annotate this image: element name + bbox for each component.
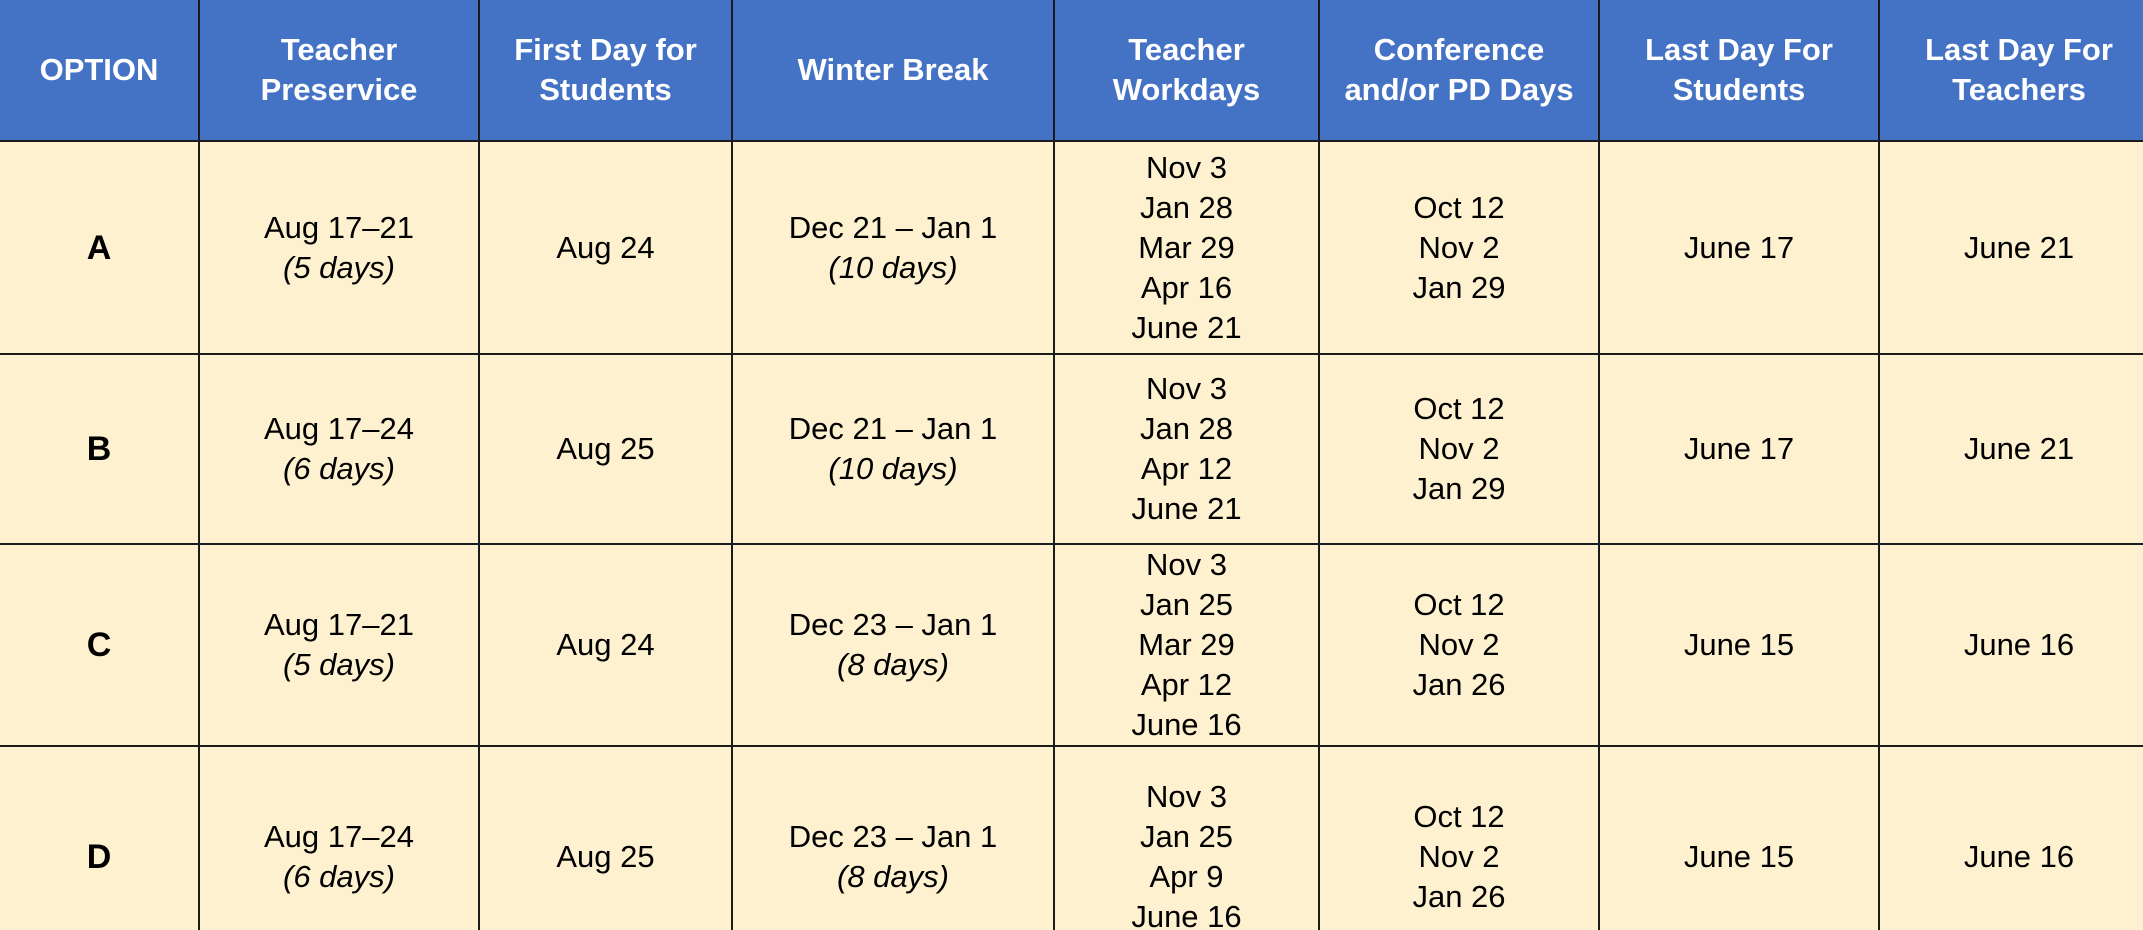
workday-date: Apr 16 — [1140, 269, 1233, 305]
header-teacher-preservice-line2: Preservice — [260, 72, 418, 107]
header-last-day-teachers-line1: Last Day For — [1925, 32, 2113, 67]
winter-break-dates: Dec 23 – Jan 1 — [788, 819, 998, 854]
workdays-cell — [1054, 746, 1319, 930]
header-first-day-students — [479, 0, 732, 141]
header-conference-pd-days-line2: and/or PD Days — [1344, 72, 1574, 107]
pd-day-date: Jan 26 — [1412, 879, 1506, 914]
winter-break-dates: Dec 23 – Jan 1 — [788, 607, 998, 642]
workday-date: Apr 12 — [1140, 667, 1233, 702]
last-day-teachers-cell: June 16 — [1879, 746, 2143, 930]
header-last-day-students-line1: Last Day For — [1645, 32, 1833, 67]
preservice-cell — [199, 544, 479, 746]
pd-days-cell — [1319, 746, 1599, 930]
header-last-day-students-line2: Students — [1672, 72, 1806, 107]
workdays-cell — [1054, 354, 1319, 544]
option-cell: A — [0, 141, 199, 354]
header-first-day-students-line1: First Day for — [514, 32, 697, 67]
winter-break-dates: Dec 21 – Jan 1 — [788, 209, 998, 245]
header-option — [0, 0, 199, 141]
workday-date: Nov 3 — [1146, 779, 1227, 814]
workday-date: June 16 — [1131, 899, 1242, 930]
pd-day-date: Oct 12 — [1413, 799, 1505, 834]
workday-date: Jan 25 — [1139, 587, 1234, 622]
header-teacher-workdays — [1054, 0, 1319, 141]
workday-date: June 21 — [1131, 309, 1242, 345]
pd-day-date: Nov 2 — [1418, 431, 1500, 466]
preservice-dates: Aug 17–24 — [264, 411, 414, 446]
last-day-students-cell: June 15 — [1599, 746, 1879, 930]
preservice-days: (5 days) — [283, 647, 395, 682]
header-option-label: OPTION — [39, 52, 159, 87]
preservice-days: (6 days) — [283, 859, 395, 894]
table-row-option-b — [0, 354, 2143, 544]
last-day-teachers-cell: June 16 — [1879, 544, 2143, 746]
header-last-day-students — [1599, 0, 1879, 141]
preservice-dates: Aug 17–21 — [264, 209, 414, 245]
preservice-cell — [199, 141, 479, 354]
workday-date: Jan 28 — [1139, 411, 1234, 446]
workday-date: Nov 3 — [1146, 149, 1227, 185]
last-day-teachers-cell: June 21 — [1879, 141, 2143, 354]
last-day-teachers-cell: June 21 — [1879, 354, 2143, 544]
first-day-cell: Aug 24 — [479, 141, 732, 354]
table-row-option-a — [0, 141, 2143, 354]
winter-break-days: (10 days) — [828, 249, 958, 285]
first-day-cell: Aug 24 — [479, 544, 732, 746]
header-row — [0, 0, 2143, 141]
winter-break-dates: Dec 21 – Jan 1 — [788, 411, 998, 446]
header-teacher-workdays-line1: Teacher — [1128, 32, 1245, 67]
workday-date: June 16 — [1131, 707, 1242, 742]
workday-date: Nov 3 — [1146, 547, 1227, 582]
option-cell: B — [0, 354, 199, 544]
workday-date: Nov 3 — [1146, 371, 1227, 406]
table-row-option-c — [0, 544, 2143, 746]
pd-day-date: Oct 12 — [1413, 391, 1505, 426]
workday-date: June 21 — [1131, 491, 1242, 526]
winter-break-days: (10 days) — [828, 451, 958, 486]
winter-break-days: (8 days) — [837, 647, 949, 682]
header-last-day-teachers — [1879, 0, 2143, 141]
winter-break-cell — [732, 141, 1054, 354]
workdays-cell — [1054, 544, 1319, 746]
header-teacher-workdays-line2: Workdays — [1112, 72, 1261, 107]
last-day-students-cell: June 17 — [1599, 141, 1879, 354]
pd-days-cell — [1319, 544, 1599, 746]
workday-date: Jan 25 — [1139, 819, 1234, 854]
pd-day-date: Oct 12 — [1413, 587, 1505, 622]
pd-days-cell — [1319, 141, 1599, 354]
winter-break-days: (8 days) — [837, 859, 949, 894]
last-day-students-cell: June 17 — [1599, 354, 1879, 544]
pd-day-date: Nov 2 — [1418, 229, 1500, 265]
header-conference-pd-days-line1: Conference — [1373, 32, 1545, 67]
winter-break-cell — [732, 746, 1054, 930]
header-conference-pd-days — [1319, 0, 1599, 141]
preservice-days: (5 days) — [283, 249, 395, 285]
workday-date: Mar 29 — [1138, 229, 1235, 265]
header-winter-break-label: Winter Break — [797, 52, 989, 87]
header-winter-break — [732, 0, 1054, 141]
workday-date: Jan 28 — [1139, 189, 1234, 225]
header-teacher-preservice-line1: Teacher — [280, 32, 398, 67]
preservice-dates: Aug 17–24 — [264, 819, 414, 854]
pd-day-date: Jan 29 — [1412, 471, 1506, 506]
workday-date: Apr 12 — [1140, 451, 1233, 486]
header-last-day-teachers-line2: Teachers — [1952, 72, 2086, 107]
first-day-cell: Aug 25 — [479, 354, 732, 544]
pd-days-cell — [1319, 354, 1599, 544]
workdays-cell — [1054, 141, 1319, 354]
pd-day-date: Nov 2 — [1418, 839, 1500, 874]
winter-break-cell — [732, 354, 1054, 544]
header-teacher-preservice — [199, 0, 479, 141]
workday-date: Apr 9 — [1149, 859, 1224, 894]
pd-day-date: Oct 12 — [1413, 189, 1505, 225]
last-day-students-cell: June 15 — [1599, 544, 1879, 746]
pd-day-date: Nov 2 — [1418, 627, 1500, 662]
header-first-day-students-line2: Students — [539, 72, 672, 107]
workday-date: Mar 29 — [1138, 627, 1235, 662]
preservice-cell — [199, 354, 479, 544]
first-day-cell: Aug 25 — [479, 746, 732, 930]
preservice-dates: Aug 17–21 — [264, 607, 414, 642]
option-cell: D — [0, 746, 199, 930]
pd-day-date: Jan 29 — [1412, 269, 1506, 305]
pd-day-date: Jan 26 — [1412, 667, 1506, 702]
table-row-option-d — [0, 746, 2143, 930]
winter-break-cell — [732, 544, 1054, 746]
preservice-days: (6 days) — [283, 451, 395, 486]
option-cell: C — [0, 544, 199, 746]
preservice-cell — [199, 746, 479, 930]
